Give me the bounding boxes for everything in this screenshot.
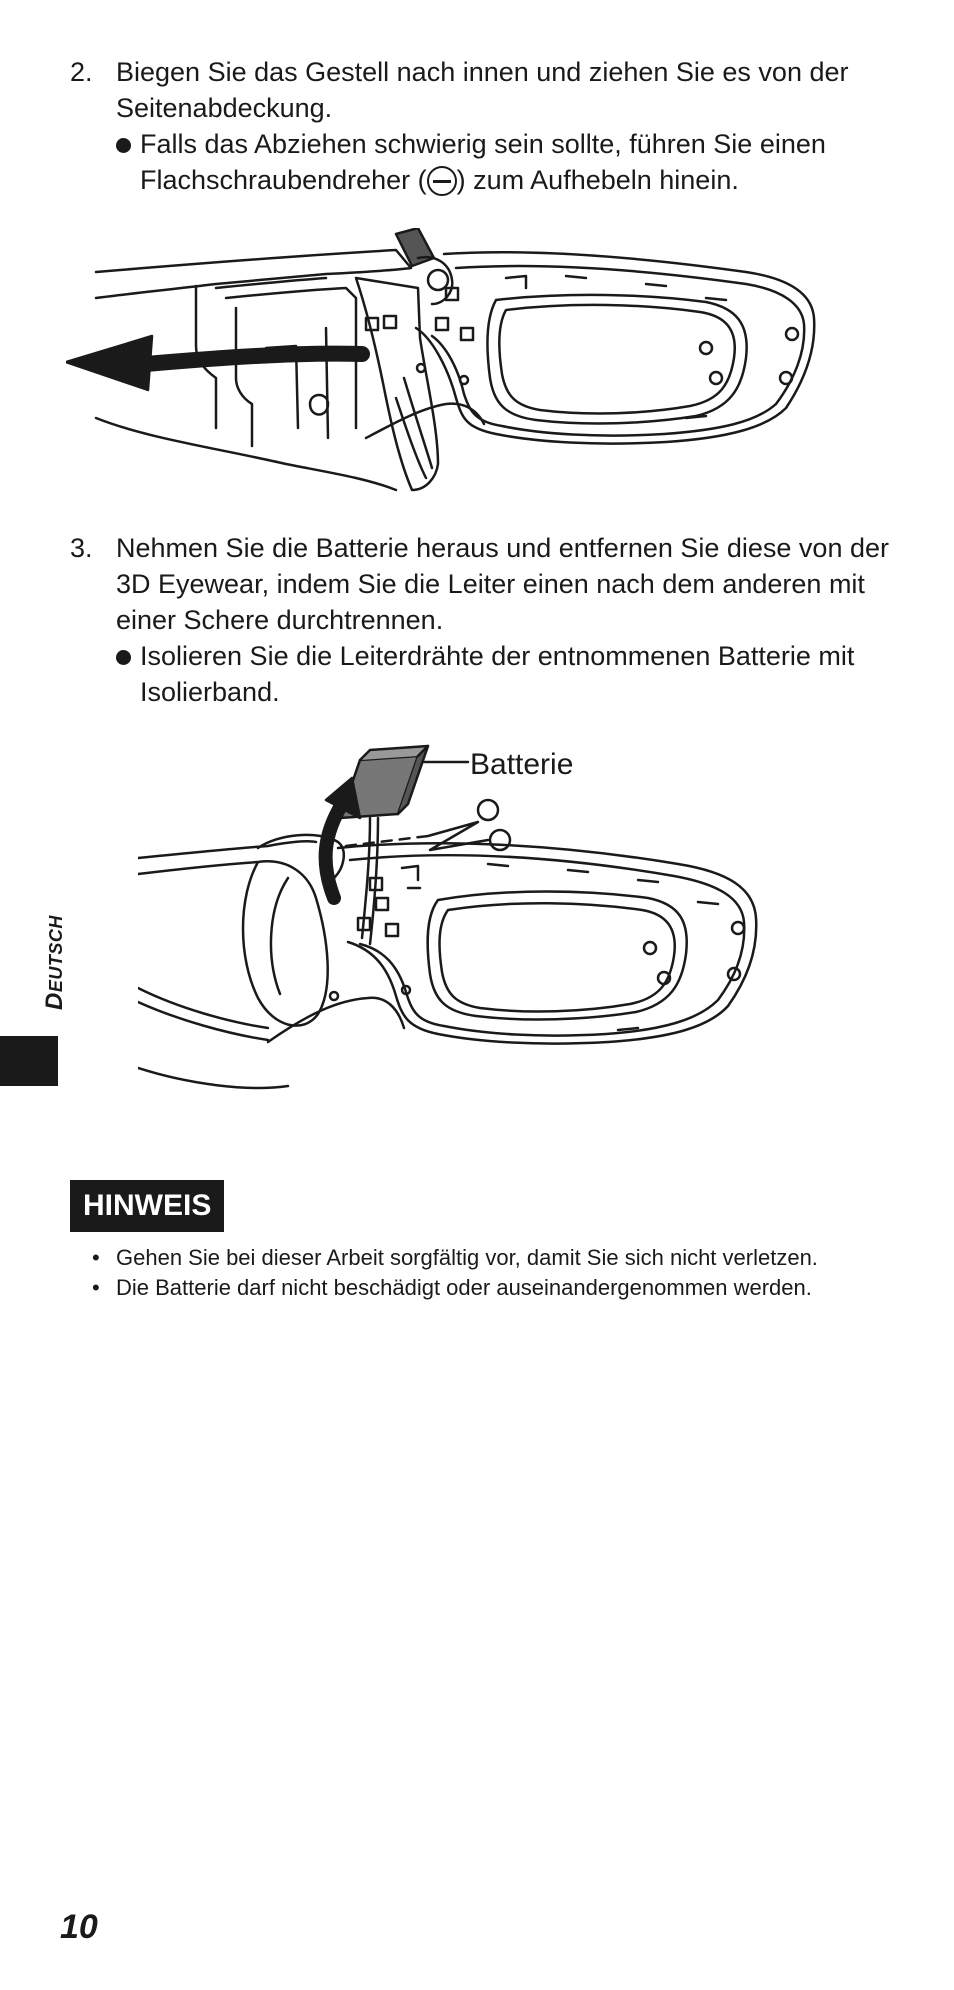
note-item: • Gehen Sie bei dieser Arbeit sorgfältig vor, damit Sie sich nicht verletzen. xyxy=(92,1243,832,1273)
step-text: Nehmen Sie die Batterie heraus und entfernen Sie diese von der 3D Eyewear, indem Sie die Leiter einen nach dem anderen mit einer Schere durchtrennen. xyxy=(116,533,889,635)
bullet-text-start: Falls das Abziehen schwierig sein sollte, führen Sie einen Flachschraubendreher ( xyxy=(140,129,826,195)
arrow-icon xyxy=(66,336,152,390)
illustration-remove-battery xyxy=(138,738,798,1118)
battery-label: Batterie xyxy=(470,748,574,781)
step-2 xyxy=(70,54,900,198)
language-tab xyxy=(0,1036,58,1086)
step-3 xyxy=(70,530,900,710)
bullet-text-end: ) zum Aufhebeln hinein. xyxy=(456,165,739,195)
step-number: 3. xyxy=(70,533,93,563)
language-initial: D xyxy=(41,992,68,1010)
flat-screwdriver-icon xyxy=(427,166,457,196)
note-item: • Die Batterie darf nicht beschädigt oder auseinandergenommen werden. xyxy=(92,1273,832,1303)
scissors-icon xyxy=(428,822,488,850)
hinweis-notes xyxy=(92,1243,832,1303)
step-number: 2. xyxy=(70,57,93,87)
step-bullet: Isolieren Sie die Leiterdrähte der entnommenen Batterie mit Isolierband. xyxy=(140,638,900,710)
hinweis-heading: HINWEIS xyxy=(70,1180,224,1232)
illustration-remove-frame xyxy=(66,228,866,508)
step-text: Biegen Sie das Gestell nach innen und ziehen Sie es von der Seitenabdeckung. xyxy=(116,57,849,123)
language-label xyxy=(41,915,69,1010)
page-number: 10 xyxy=(60,1908,98,1946)
language-rest: EUTSCH xyxy=(46,915,66,993)
step-bullet xyxy=(140,126,900,198)
